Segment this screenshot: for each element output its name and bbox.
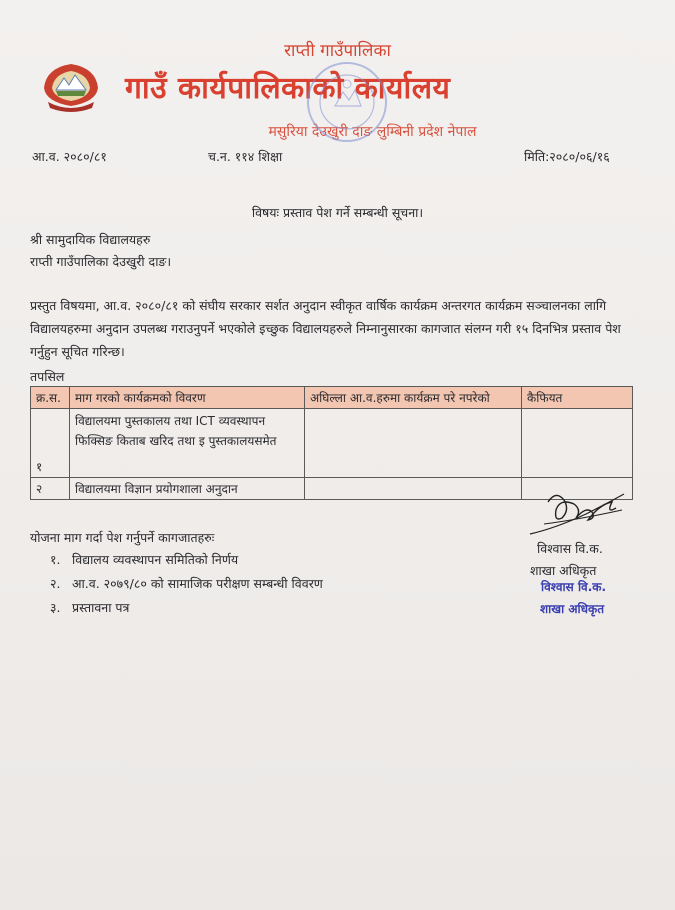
nepal-emblem-icon [40, 58, 102, 112]
row-serial: २ [31, 478, 70, 500]
table-row [31, 409, 633, 478]
documents-title: योजना माग गर्दा पेश गर्नुपर्ने कागजातहरुः [30, 530, 215, 545]
row-previous-years [305, 478, 522, 500]
table-header-row [31, 387, 633, 409]
signatory-name: विश्वास वि.क. [537, 541, 603, 556]
letter-date: मिति:२०८०/०६/१६ [524, 149, 610, 164]
stamp-name: विश्वास वि.क. [541, 580, 607, 594]
item-number: ३. [50, 600, 61, 615]
municipality-name: राप्ती गाउँपालिका [284, 41, 391, 61]
recipient-line-1: श्री सामुदायिक विद्यालयहरु [30, 232, 151, 247]
program-table [30, 386, 633, 500]
recipient-line-2: राप्ती गाउँपालिका देउखुरी दाङ। [30, 254, 172, 269]
row-description: विद्यालयमा पुस्तकालय तथा ICT व्यवस्थापन फिक्सिङ किताब खरिद तथा इ पुस्तकालयसमेत [70, 409, 305, 478]
office-seal-icon [305, 60, 389, 144]
row-description: विद्यालयमा विज्ञान प्रयोगशाला अनुदान [70, 478, 305, 500]
row-previous-years [305, 409, 522, 478]
row-serial: १ [31, 409, 70, 478]
fiscal-year: आ.व. २०८०/८१ [32, 149, 107, 164]
signatory-post: शाखा अधिकृत [530, 563, 597, 578]
item-text: विद्यालय व्यवस्थापन समितिको निर्णय [72, 552, 239, 567]
col-serial: क्र.स. [31, 387, 70, 409]
item-text: आ.व. २०७९/८० को सामाजिक परीक्षण सम्बन्धी विवरण [72, 576, 323, 591]
stamp-post: शाखा अधिकृत [540, 602, 605, 616]
list-item [50, 551, 323, 575]
col-remarks: कैफियत [522, 387, 633, 409]
col-description: माग गरको कार्यक्रमको विवरण [70, 387, 305, 409]
item-text: प्रस्तावना पत्र [72, 600, 130, 615]
item-number: १. [50, 552, 61, 567]
row-remarks [522, 409, 633, 478]
list-item [50, 575, 323, 599]
list-item [50, 599, 323, 623]
documents-list [50, 551, 323, 623]
office-address: मसुरिया देउखुरी दाङ लुम्बिनी प्रदेश नेपाल [268, 124, 477, 140]
notice-body: प्रस्तुत विषयमा, आ.व. २०८०/८१ को संघीय सरकार सर्शत अनुदान स्वीकृत वार्षिक कार्यक्रम अन्तरगत कार्यक्रम सञ्चालनका लागि विद्यालयहरुमा अनुदान उपलब्ध गराउनुपर्ने भएकोले इच्छुक विद्यालयहरुले निम्नानुसारका कागजात संलग्न गरी १५ दिनभित्र प्रस्ताव पेश गर्नुहुन सूचित गरिन्छ। [30, 298, 621, 359]
col-previous-years: अघिल्ला आ.व.हरुमा कार्यक्रम परे नपरेको [305, 387, 522, 409]
details-label: तपसिल [30, 369, 65, 384]
item-number: २. [50, 576, 61, 591]
signature-icon [526, 484, 628, 540]
reference-number: च.न. ११४ शिक्षा [208, 149, 283, 164]
office-title: गाउँ कार्यपालिकाको कार्यालय [125, 71, 451, 106]
subject-line: विषयः प्रस्ताव पेश गर्ने सम्बन्धी सूचना। [251, 205, 424, 220]
